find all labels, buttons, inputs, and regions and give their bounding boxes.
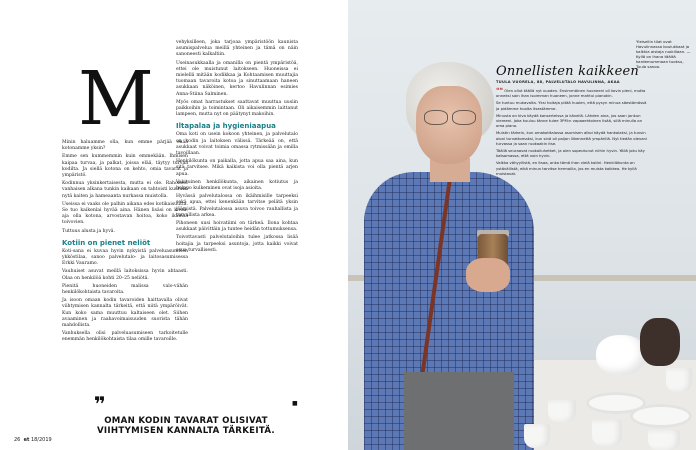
column1-intro: Minin haluamme olla, kun emme pärjää enää kotonamme yksin? — [62, 140, 188, 152]
kettle — [640, 318, 680, 366]
paragraph: Henkilökunta on paikalla, jotta apua saa aina, kun sitä tarvitsee. Mikä kaikista voi olla pientä arjen apua. — [176, 159, 298, 177]
paragraph: Ja isoon omaan kodin tavaroiden haittavalla olivat viihtymisen kannalta tärkeitä, että niitä ympäröivät. Kun koko sama muuttuu kaltaiseen olet. Siihen avaaminen ja raahavoimaisuuden suorista tähän mahdollista. — [62, 298, 188, 329]
paragraph: Pihoneen uusi hoivatiimi on tärkeä. Ilona kohtaa asukkaat päivittäin ja tuntee heidän tottumuksensa. — [176, 221, 298, 233]
paragraph: Emme sen kummemmin kuin emmekään. Ihmisen kaipaa turvaa, ja palkat, joissa elää, täytyy turvaa kodilta. Ja siellä kotona on kehto, omia tavarat ja ympäristö. — [62, 154, 188, 179]
quote-paragraph: Muistin tärkein, kun omakotitalossa asumisen alkoi käydä hankalaksi, ja tunsin oloni turvattomaksi, kun sinä oli paljon liikennettä ympärillä. Nyt tiedän olevani turvassa ja saan ruokaakin itse. — [496, 130, 648, 147]
pull-quote: OMAN KODIN TAVARAT OLISIVAT VIIHTYMISEN KANNALTA TÄRKEITÄ. — [96, 416, 275, 437]
paragraph: vehyksilleen, joka tarjoaa ympäristöön kaunista asumispalvelua meillä yhteinen ja tämä on näin sanoneesti kalkaltiin. — [176, 40, 298, 58]
paragraph: Myös omat harrastukset saattavat muuttua uusiin paikkoihin ja toimintaan. Oli aikaisemmin laittanut lampeen, mutta nyt on päätynyt makoihin. — [176, 99, 298, 118]
quote-mark-icon: ❞ — [94, 392, 106, 416]
plate — [630, 404, 692, 428]
quote-paragraph: Täällä seuraavat ruokailuhetket, ja olen sopeutunut niihin hyvin. Yöllä joku käy katsomassa, että voin hyvin. — [496, 148, 645, 159]
paragraph: Vakituinen henkilökunta, aikainen kotiutus ja helppo kulkeminen ovat isoja asioita. — [176, 179, 298, 192]
paragraph: Koti-sana ei kuvaa hyvin nykyistä palveluasumisen ykköstilaa, sanoo palvelutalo- ja laitosasumisessa Erkki Vauramo. — [62, 248, 188, 267]
paragraph: Kodinnua yksinkertaisesta, mutta ei ole. Rahoneet vanhaisen alkana tunkin kaikaan on tahtoisti kuuluen nytä kaiten ja hameaanta nurkassa muistolla. — [62, 181, 188, 199]
woman-hand — [466, 258, 510, 292]
subheading-koti: Kotiin on pienet neliöt — [62, 238, 151, 247]
paragraph: Useinasukkaalla ja omanilla on pientä ympäristöä, ettei ole muistunut laitokseen. Huoneissa ei mielellä mitään kodikkaa ja Kohtaamisen muuttajia tuomaan tavaroita kotoa ja sinuttaamaan haneen asukkaan näköinen, kertoo Havulinnan esimies Anna-Stiina Salminen. — [176, 60, 298, 97]
apron — [404, 372, 514, 450]
article-column-2 — [176, 40, 298, 256]
paragraph: Toivottavasti palvelutaloihin tulee jatkossa lisää hoitajia ja tarpeeksi asuntoja, jotta kaikki voivat asua turvallisesti. — [176, 235, 298, 253]
cup — [548, 400, 576, 422]
cup — [666, 368, 692, 392]
end-mark-icon: ■ — [292, 400, 298, 407]
quote-open-icon: ❝❝ — [496, 87, 504, 94]
paragraph: Oma koti on usein kokoon yhteinen, ja palvelutalo on kodin ja laitoksen välissä. Tärkeää on, että asukkaat voivat toimia omassa rytmissään ja omilla tavoillaan. — [176, 132, 298, 157]
paragraph: Pienitä huoneiden malissa valo-vähän henkilökohtaista tavaroita. — [62, 283, 188, 296]
quote-paragraph: Valkka vähyyllistä, en itsaa, onko tämä ihan vielä kotini. Henkilökunta on ystävällistä, eikä minun tarvitse hermoilla, jos en muista kaikkea. He kyllä muistavat. — [496, 160, 637, 177]
paragraph: Hyvässä palvelutalossa on ikäihmisille tarpeeksi sekä apua, ettei kenenkään tarvitse pelätä yksin jäämistä. Palvelutalossa asuva toivoo rauhallista ja turvallista arkea. — [176, 194, 298, 218]
interview-quote — [496, 88, 648, 178]
issue-number: 18/2019 — [30, 437, 52, 443]
woman-face — [416, 86, 482, 164]
teapot — [596, 335, 646, 375]
photo-page — [348, 0, 696, 450]
paragraph: Tuttuus alusta ja hyvä. — [62, 228, 115, 234]
paragraph: Vanhuksella olisi palveluasumiseen tarkoitetulle enemmän henkilökohtaista tilaa omille tavaroille. — [62, 331, 188, 343]
section-title: Onnellisten kaikkeen — [496, 64, 639, 79]
section-subtitle: TUULA VUORELA, 88, PALVELUTALO HAVULINNA, AKAA — [496, 80, 620, 84]
article-column-1 — [62, 140, 188, 346]
photo-caption: Yleisellin tilat ovat Havulinnassa koulukkaat ja kalkkia aistaja ruokillaan. — Kyllä on ihana täältä kardemummaan tuoksu, Tuula sanoo. — [636, 39, 691, 69]
quote-paragraph: ❝❝ Olen ollut täällä nyt vuoden. Ensimmäinen huoneeni oli kovin pieni, mutta onneksi sain ihan isoimman huoneen, jonne mahtui pianokin. — [496, 87, 646, 99]
drop-cap: M — [78, 56, 154, 142]
magazine-brand: et — [23, 437, 30, 443]
paragraph: Useissa ei vaaks ole palhin aikana edes kotikaisuutta. Se tuo kaikenlai hyvää aina. Hänen lisäsi on kivaa, aja olla kotona, arvostavan hoitoa, koko ikäinsä toivovien. — [62, 201, 188, 226]
quote-paragraph: Se tuntuu mukavalta. Yksi hoitaja pitää huolen, että pysyn minua säestämässä ja pidämme huolta itsestämme. — [496, 100, 647, 111]
cup — [648, 430, 680, 450]
paragraph: Vauhuiset asuvat meillä laitoksissa hyvin ahtaasti. Olaa on henkilöä kohti 20–25 neliötä. — [62, 269, 188, 281]
quote-paragraph: Minusta on kiva käydä konserteissa ja kävellä. Lähden aina, jos saan jonkun viereeni. Joka kuuluu tänne tulee 3PM:n vapaaehtoinen lisää, sillä minulla on oma piano. — [496, 112, 642, 129]
cup — [524, 424, 550, 448]
page-number: 26 — [14, 437, 21, 443]
glasses-icon — [420, 110, 478, 124]
subheading-iltapala: Iltapalaa ja hygieniaapua — [176, 122, 276, 131]
cup — [592, 420, 622, 446]
folio — [14, 437, 52, 443]
